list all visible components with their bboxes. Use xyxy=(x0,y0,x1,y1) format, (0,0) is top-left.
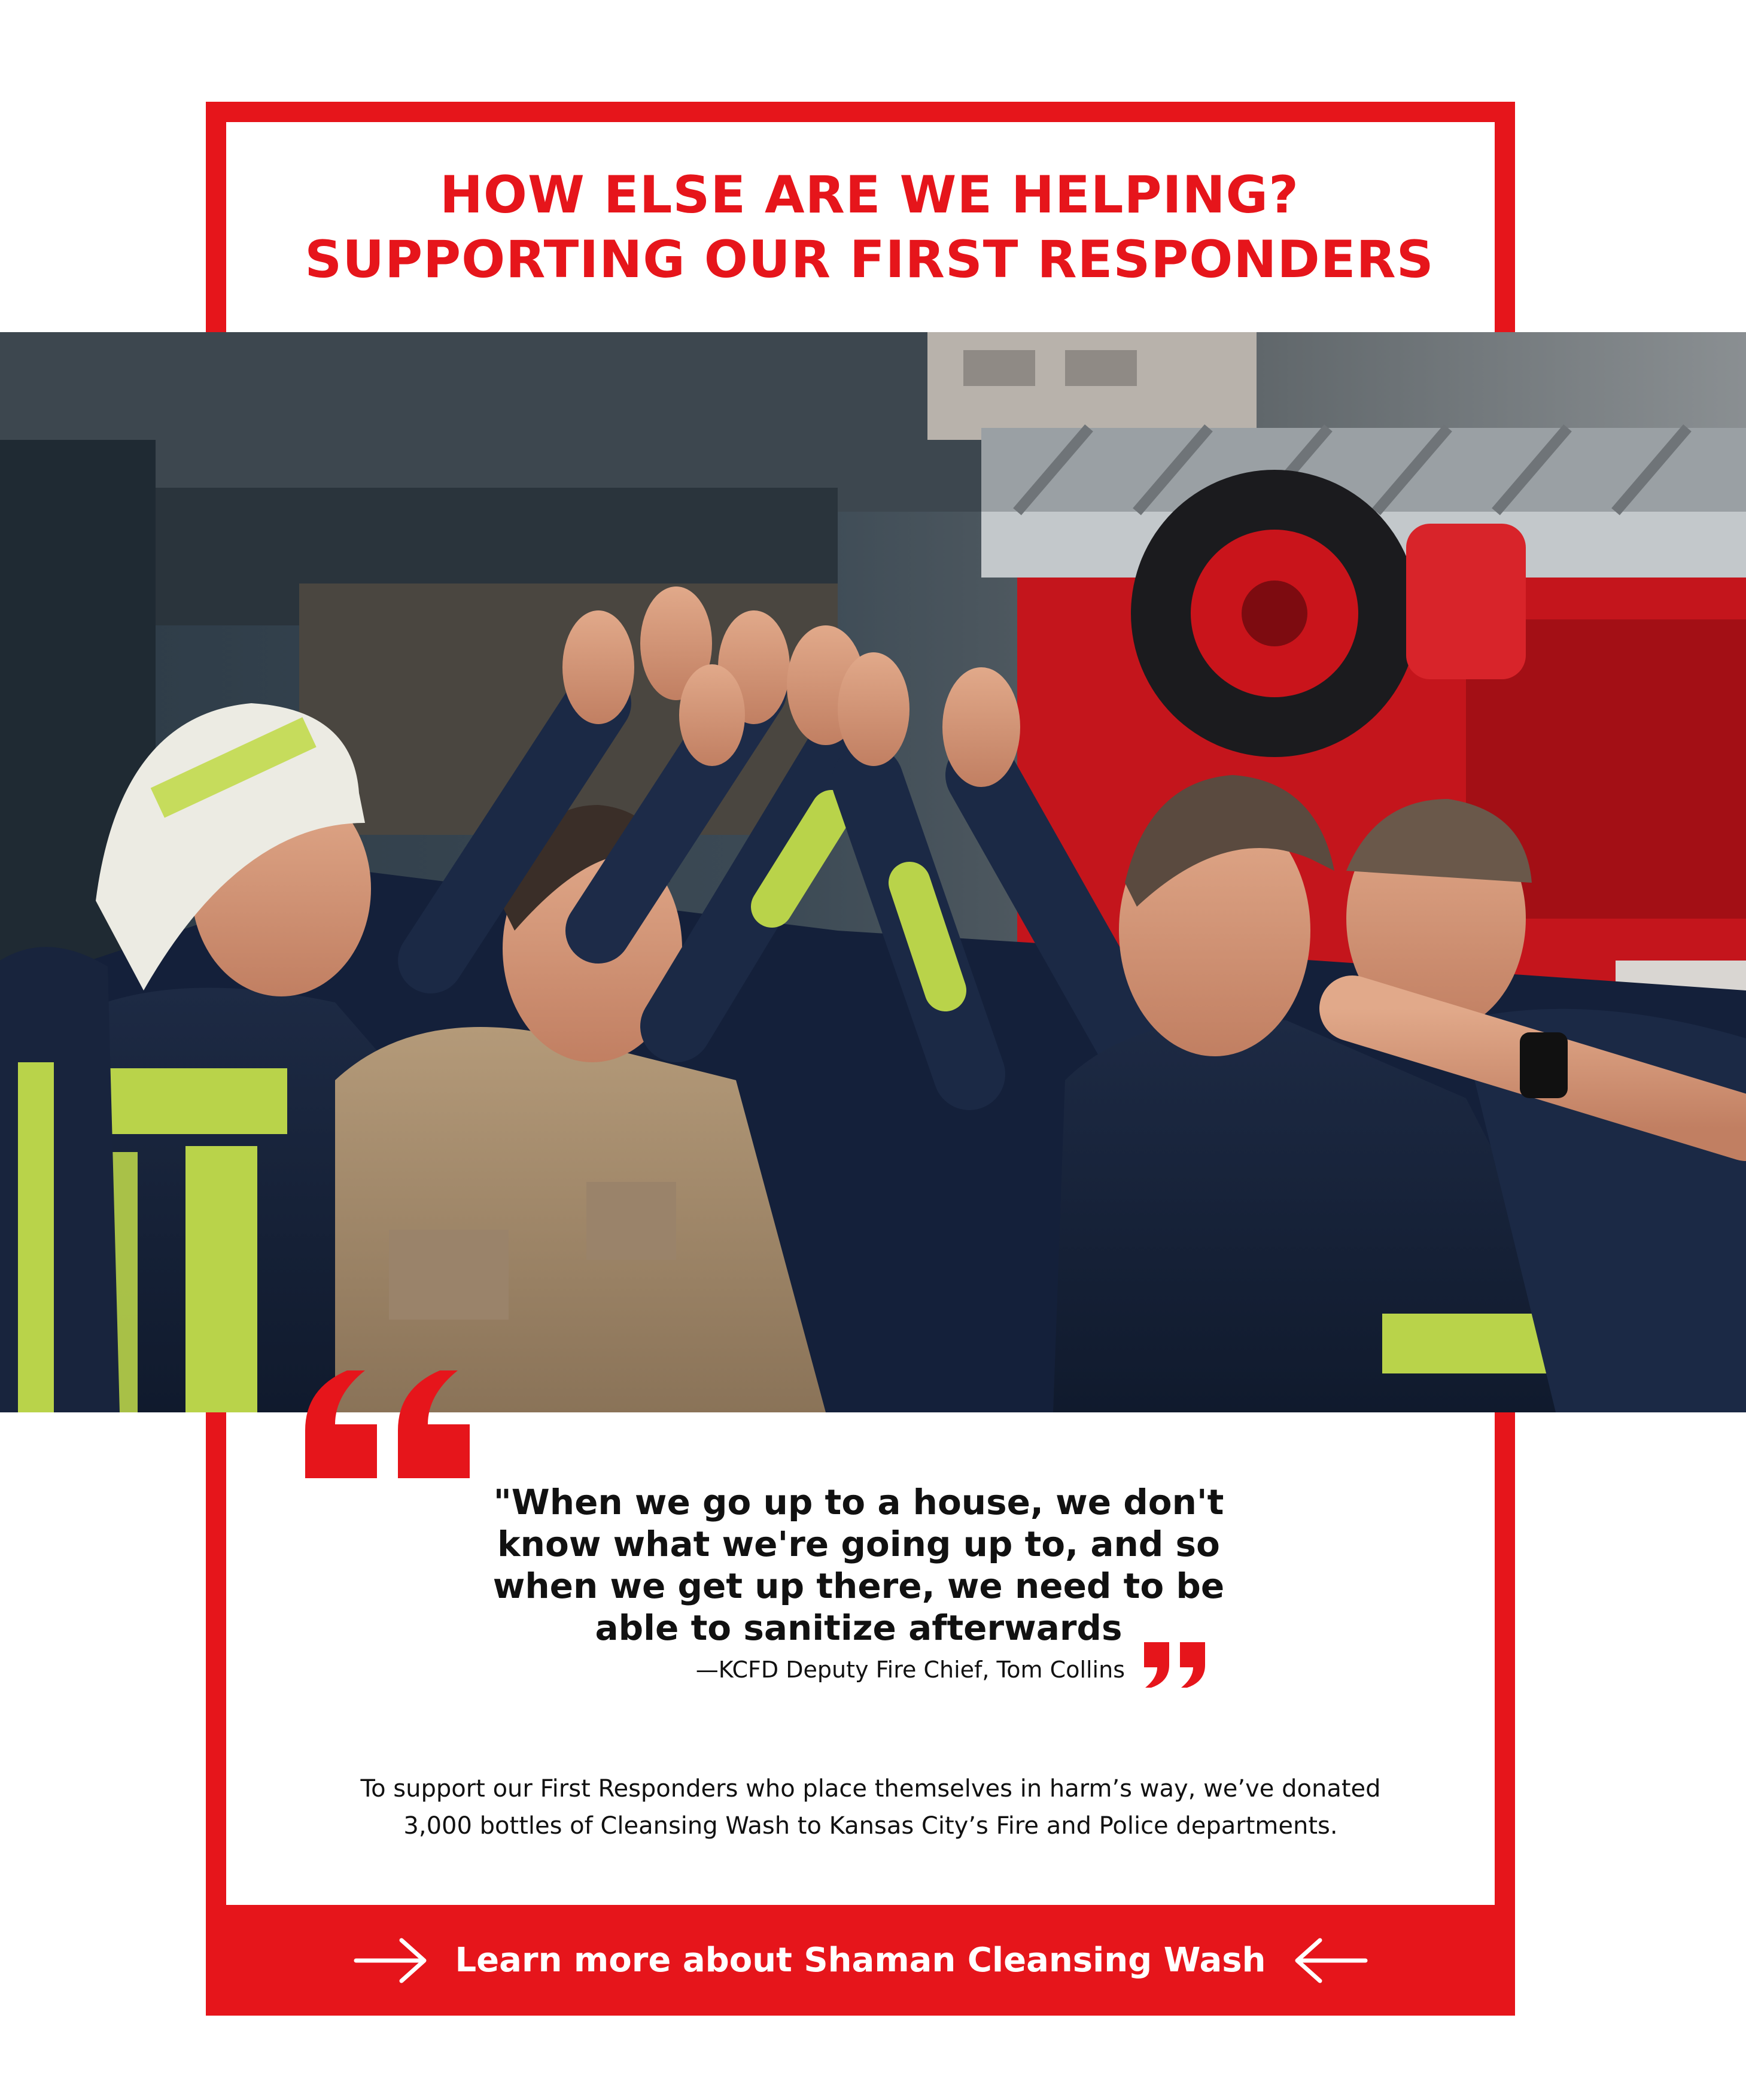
photo-illustration xyxy=(0,332,1746,1412)
testimonial-quote xyxy=(473,1481,1245,1649)
quote-attribution: —KCFD Deputy Fire Chief, Tom Collins xyxy=(695,1657,1125,1683)
close-quote-icon xyxy=(1143,1641,1209,1689)
arrow-right-icon xyxy=(354,1937,429,1984)
donation-description xyxy=(257,1770,1484,1844)
quote-line-4: able to sanitize afterwards xyxy=(595,1607,1123,1648)
headline xyxy=(206,163,1533,292)
firefighters-photo xyxy=(0,332,1746,1412)
quote-line-1: "When we go up to a house, we don't xyxy=(493,1482,1224,1522)
open-quote-icon xyxy=(299,1364,479,1484)
learn-more-label[interactable]: Learn more about Shaman Cleansing Wash xyxy=(455,1941,1266,1980)
headline-line-1: HOW ELSE ARE WE HELPING? xyxy=(439,165,1300,225)
arrow-left-icon xyxy=(1292,1937,1368,1984)
learn-more-button[interactable] xyxy=(206,1905,1515,2016)
quote-line-2: know what we're going up to, and so xyxy=(497,1524,1220,1564)
description-line-1: To support our First Responders who place themselves in harm’s way, we’ve donated xyxy=(360,1775,1381,1803)
description-line-2: 3,000 bottles of Cleansing Wash to Kansas City’s Fire and Police departments. xyxy=(403,1812,1338,1840)
headline-line-2: SUPPORTING OUR FIRST RESPONDERS xyxy=(305,230,1434,290)
quote-line-3: when we get up there, we need to be xyxy=(492,1566,1225,1606)
